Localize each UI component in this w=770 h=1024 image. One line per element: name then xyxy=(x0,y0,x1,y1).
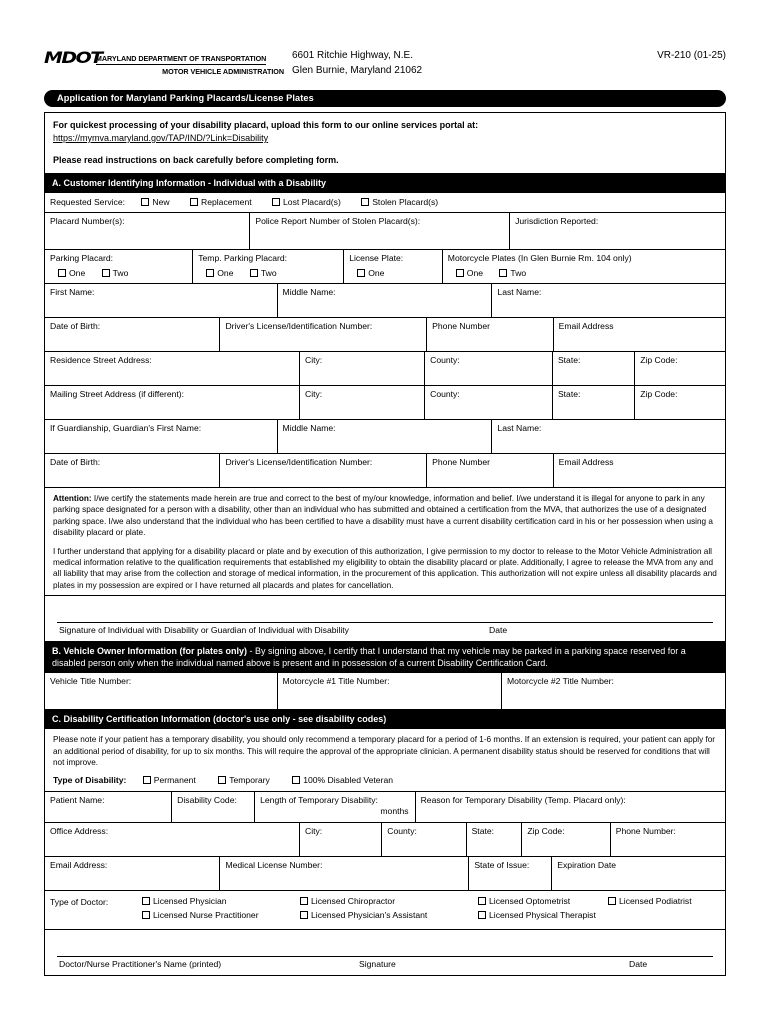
doctor-email-field[interactable] xyxy=(45,857,220,890)
type-of-disability-row xyxy=(45,770,725,791)
group-label: Motorcycle Plates (In Glen Burnie Rm. 104 only) xyxy=(447,253,632,263)
vehicle-title-row xyxy=(45,673,725,710)
checkbox-icon[interactable] xyxy=(361,198,369,206)
guardian-dob-row xyxy=(45,454,725,488)
checkbox-label: One xyxy=(368,268,385,278)
middle-name-label: Middle Name: xyxy=(282,287,336,297)
checkbox-icon[interactable] xyxy=(142,897,150,905)
checkbox-label: One xyxy=(466,268,484,278)
checkbox-label: Permanent xyxy=(153,775,196,786)
checkbox-label: Licensed Physical Therapist xyxy=(489,910,596,921)
checkbox-parking-placard-two[interactable] xyxy=(102,268,129,279)
county-label: County: xyxy=(430,355,460,365)
checkbox-temp-placard-two[interactable] xyxy=(250,268,277,279)
attention-row xyxy=(45,488,725,596)
medical-license-number-field[interactable] xyxy=(220,857,469,890)
mailing-zip-field[interactable] xyxy=(635,386,725,419)
mdot-logo-icon: MDOT xyxy=(44,48,102,67)
city-label: City: xyxy=(305,826,323,837)
state-of-issue-label: State of Issue: xyxy=(474,860,530,871)
checkbox-icon[interactable] xyxy=(608,897,616,905)
checkbox-icon[interactable] xyxy=(190,198,198,206)
doctor-signature-block[interactable] xyxy=(45,930,725,975)
checkbox-motorcycle-one[interactable] xyxy=(456,268,483,279)
section-b-header xyxy=(45,642,725,673)
zip-label: Zip Code: xyxy=(640,389,678,399)
doctor-column-3 xyxy=(478,896,608,924)
length-of-disability-field[interactable] xyxy=(255,792,415,822)
group-label: Temp. Parking Placard: xyxy=(198,253,288,263)
motorcycle-1-title-field[interactable] xyxy=(278,673,502,709)
office-zip-field[interactable] xyxy=(522,823,610,856)
checkbox-licensed-chiropractor[interactable] xyxy=(300,896,478,907)
checkbox-icon[interactable] xyxy=(58,269,66,277)
guardian-dob-label: Date of Birth: xyxy=(50,457,101,467)
checkbox-motorcycle-two[interactable] xyxy=(499,268,526,279)
dob-field[interactable] xyxy=(45,318,220,351)
group-label: Parking Placard: xyxy=(50,253,114,263)
state-label: State: xyxy=(557,355,581,365)
applicant-name-row xyxy=(45,284,725,318)
office-state-field[interactable] xyxy=(467,823,523,856)
checkbox-label: Licensed Physician xyxy=(153,896,227,907)
jurisdiction-field[interactable] xyxy=(510,213,725,249)
applicant-signature-date-label: Date xyxy=(489,625,508,636)
doctor-date-label: Date xyxy=(629,959,648,970)
checkbox-label: New xyxy=(152,197,170,207)
attention-paragraph-1 xyxy=(53,493,717,539)
online-portal-link[interactable]: https://mymva.maryland.gov/TAP/IND/?Link=Disability xyxy=(53,133,269,143)
page-title: Application for Maryland Parking Placards/License Plates xyxy=(44,90,726,107)
email-field[interactable] xyxy=(554,318,725,351)
first-name-field[interactable] xyxy=(45,284,278,317)
office-city-field[interactable] xyxy=(300,823,382,856)
office-address-row xyxy=(45,823,725,857)
checkbox-label: Licensed Nurse Practitioner xyxy=(153,910,259,921)
checkbox-icon[interactable] xyxy=(300,911,308,919)
section-b-text: - By signing above, I certify that I understand that my vehicle may be parked in a parking space reserved for a disabled person only when the individual named above is present and in possession of a current Disability Certification Card. xyxy=(52,646,686,669)
intro-block xyxy=(45,113,725,173)
office-address-field[interactable] xyxy=(45,823,300,856)
disability-code-label: Disability Code: xyxy=(177,795,237,806)
applicant-dob-row xyxy=(45,318,725,352)
guardian-drivers-license-label: Driver's License/Identification Number: xyxy=(225,457,373,467)
intro-line-2: Please read instructions on back carefully before completing form. xyxy=(53,155,339,165)
checkbox-icon[interactable] xyxy=(218,776,226,784)
city-label: City: xyxy=(305,355,323,365)
last-name-label: Last Name: xyxy=(497,287,542,297)
motorcycle-1-title-label: Motorcycle #1 Title Number: xyxy=(282,676,390,687)
administration-name: MOTOR VEHICLE ADMINISTRATION xyxy=(162,67,284,76)
checkbox-label: Two xyxy=(112,268,129,278)
placard-number-row xyxy=(45,213,725,250)
mailing-address-row xyxy=(45,386,725,420)
office-phone-field[interactable] xyxy=(611,823,725,856)
checkbox-temp-placard-one[interactable] xyxy=(206,268,233,279)
guardian-dob-field[interactable] xyxy=(45,454,220,487)
checkbox-label: Replacement xyxy=(200,197,252,207)
guardian-first-name-label: If Guardianship, Guardian's First Name: xyxy=(50,423,202,433)
attention-paragraph-2: I further understand that applying for a disability placard or plate and by execution of this authorization, I give permission to my doctor to release to the Motor Vehicle Administration all medical information relative to the qualification requirements that established my eligibility to obtain the disability placard or plate. Additionally, I agree to release the MVA from any and all liability that may arise from the collection and storage of medical information, in the procurement of this application. This authorization will not expire unless all disability placards and plates in my possession are expired or I have returned all placards and plates for cancellation. xyxy=(53,546,717,590)
checkbox-label: Two xyxy=(260,268,277,278)
guardian-middle-name-label: Middle Name: xyxy=(282,423,336,433)
checkbox-icon[interactable] xyxy=(292,776,300,784)
applicant-signature-block[interactable] xyxy=(45,596,725,641)
guardian-phone-field[interactable] xyxy=(427,454,553,487)
office-address-label: Office Address: xyxy=(50,826,109,837)
checkbox-licensed-podiatrist[interactable] xyxy=(608,896,692,907)
placard-number-label: Placard Number(s): xyxy=(50,216,125,226)
state-label: State: xyxy=(471,826,495,837)
disability-note-block xyxy=(45,729,725,791)
checkbox-label: Licensed Optometrist xyxy=(489,896,571,907)
checkbox-icon[interactable] xyxy=(250,269,258,277)
patient-name-label: Patient Name: xyxy=(50,795,105,806)
drivers-license-label: Driver's License/Identification Number: xyxy=(225,321,373,331)
disability-note-text: Please note if your patient has a temporary disability, you should only recommend a temporary placard for a period of 1-6 months. If an extension is required, your patient can apply for an additional period of disability, for up to six months. This will require the approval of the appropriate clinician. A permanent disability status should be reserved for conditions that will not improve. xyxy=(53,735,716,768)
checkbox-icon[interactable] xyxy=(456,269,464,277)
residence-county-field[interactable] xyxy=(425,352,553,385)
address-line-2: Glen Burnie, Maryland 21062 xyxy=(292,65,423,76)
checkbox-label: Licensed Chiropractor xyxy=(311,896,396,907)
attention-block xyxy=(45,488,725,595)
months-label: months xyxy=(380,806,409,817)
mailing-city-field[interactable] xyxy=(300,386,425,419)
placard-type-row xyxy=(45,250,725,284)
agency-address xyxy=(292,48,422,78)
checkbox-replacement[interactable] xyxy=(190,197,252,208)
checkbox-license-plate-one[interactable] xyxy=(357,268,384,279)
checkbox-icon[interactable] xyxy=(478,897,486,905)
checkbox-icon[interactable] xyxy=(141,198,149,206)
residence-zip-field[interactable] xyxy=(635,352,725,385)
motorcycle-2-title-field[interactable] xyxy=(502,673,725,709)
guardian-last-name-label: Last Name: xyxy=(497,423,542,433)
checkbox-licensed-physician[interactable] xyxy=(142,896,300,907)
checkbox-parking-placard-one[interactable] xyxy=(58,268,85,279)
checkbox-disabled-veteran[interactable] xyxy=(292,775,393,786)
requested-service-cell xyxy=(45,193,725,212)
mailing-county-field[interactable] xyxy=(425,386,553,419)
guardian-name-row xyxy=(45,420,725,454)
mailing-street-label: Mailing Street Address (if different): xyxy=(50,389,185,399)
requested-service-row xyxy=(45,193,725,213)
last-name-field[interactable] xyxy=(492,284,725,317)
checkbox-icon[interactable] xyxy=(300,897,308,905)
county-label: County: xyxy=(430,389,460,399)
city-label: City: xyxy=(305,389,323,399)
email-label: Email Address xyxy=(558,321,614,331)
doctor-column-4 xyxy=(608,896,692,910)
guardian-phone-label: Phone Number xyxy=(432,457,490,467)
dob-label: Date of Birth: xyxy=(50,321,101,331)
section-c-header: C. Disability Certification Information (doctor's use only - see disability codes) xyxy=(45,710,725,729)
applicant-signature-label: Signature of Individual with Disability or Guardian of Individual with Disability xyxy=(59,625,349,636)
guardian-email-field[interactable] xyxy=(554,454,725,487)
department-name: MARYLAND DEPARTMENT OF TRANSPORTATION xyxy=(95,54,267,63)
reason-for-disability-label: Reason for Temporary Disability (Temp. Placard only): xyxy=(420,795,626,806)
doctor-column-2 xyxy=(300,896,478,924)
residence-street-field[interactable] xyxy=(45,352,300,385)
checkbox-stolen-placards[interactable] xyxy=(361,197,438,208)
intro-line-1: For quickest processing of your disability placard, upload this form to our online services portal at: xyxy=(53,120,479,130)
first-name-label: First Name: xyxy=(50,287,95,297)
checkbox-new[interactable] xyxy=(141,197,169,208)
temp-parking-placard-group xyxy=(193,250,344,283)
group-label: License Plate: xyxy=(349,253,404,263)
checkbox-icon[interactable] xyxy=(272,198,280,206)
checkbox-licensed-optometrist[interactable] xyxy=(478,896,608,907)
jurisdiction-label: Jurisdiction Reported: xyxy=(515,216,599,226)
expiration-date-field[interactable] xyxy=(552,857,725,890)
type-of-doctor-block xyxy=(45,891,725,929)
checkbox-icon[interactable] xyxy=(143,776,151,784)
guardian-drivers-license-field[interactable] xyxy=(220,454,427,487)
zip-label: Zip Code: xyxy=(527,826,565,837)
guardian-middle-name-field[interactable] xyxy=(278,420,493,453)
checkbox-licensed-physical-therapist[interactable] xyxy=(478,910,608,921)
license-plate-group xyxy=(344,250,443,283)
residence-city-field[interactable] xyxy=(300,352,425,385)
medical-license-row xyxy=(45,857,725,891)
checkbox-label: One xyxy=(217,268,234,278)
checkbox-permanent[interactable] xyxy=(143,775,196,786)
checkbox-icon[interactable] xyxy=(499,269,507,277)
phone-label: Phone Number xyxy=(432,321,490,331)
phone-label: Phone Number: xyxy=(615,826,676,837)
motorcycle-2-title-label: Motorcycle #2 Title Number: xyxy=(506,676,614,687)
checkbox-label: Two xyxy=(510,268,527,278)
checkbox-licensed-nurse-practitioner[interactable] xyxy=(142,910,300,921)
reason-for-disability-field[interactable] xyxy=(416,792,725,822)
checkbox-label: One xyxy=(69,268,86,278)
type-of-doctor-row xyxy=(45,891,725,930)
checkbox-label: Licensed Physician's Assistant xyxy=(311,910,428,921)
address-line-1: 6601 Ritchie Highway, N.E. xyxy=(292,50,413,61)
medical-license-label: Medical License Number: xyxy=(225,860,323,871)
state-of-issue-field[interactable] xyxy=(469,857,552,890)
checkbox-label: 100% Disabled Veteran xyxy=(303,775,394,786)
mailing-state-field[interactable] xyxy=(553,386,635,419)
county-label: County: xyxy=(387,826,417,837)
doctor-column-1 xyxy=(142,896,300,924)
checkbox-label: Lost Placard(s) xyxy=(283,197,341,207)
guardian-email-label: Email Address xyxy=(558,457,614,467)
checkbox-icon[interactable] xyxy=(102,269,110,277)
intro-row xyxy=(45,113,725,174)
office-county-field[interactable] xyxy=(382,823,466,856)
residence-address-row xyxy=(45,352,725,386)
expiration-date-label: Expiration Date xyxy=(557,860,617,871)
checkbox-licensed-physicians-assistant[interactable] xyxy=(300,910,478,921)
attention-bold-label: Attention: xyxy=(53,494,92,503)
type-of-doctor-label: Type of Doctor: xyxy=(50,897,109,908)
guardian-last-name-field[interactable] xyxy=(492,420,725,453)
doctor-signature-label: Signature xyxy=(359,959,396,970)
phone-field[interactable] xyxy=(427,318,553,351)
signature-line xyxy=(57,956,713,957)
disability-code-field[interactable] xyxy=(172,792,255,822)
mailing-street-field[interactable] xyxy=(45,386,300,419)
vehicle-title-label: Vehicle Title Number: xyxy=(50,676,132,687)
checkbox-temporary[interactable] xyxy=(218,775,270,786)
patient-name-field[interactable] xyxy=(45,792,172,822)
zip-label: Zip Code: xyxy=(640,355,678,365)
residence-state-field[interactable] xyxy=(553,352,635,385)
middle-name-field[interactable] xyxy=(278,284,493,317)
residence-street-label: Residence Street Address: xyxy=(50,355,152,365)
checkbox-icon[interactable] xyxy=(206,269,214,277)
parking-placard-group xyxy=(45,250,193,283)
section-a-header: A. Customer Identifying Information - Individual with a Disability xyxy=(45,174,725,193)
signature-line xyxy=(57,622,713,623)
checkbox-icon[interactable] xyxy=(357,269,365,277)
length-of-disability-label: Length of Temporary Disability: xyxy=(260,795,378,806)
requested-service-label: Requested Service: xyxy=(50,197,125,207)
applicant-signature-row xyxy=(45,596,725,642)
doctor-name-label: Doctor/Nurse Practitioner's Name (printed) xyxy=(59,959,222,970)
form-body xyxy=(44,112,726,976)
motorcycle-plates-group xyxy=(443,250,725,283)
checkbox-label: Stolen Placard(s) xyxy=(372,197,439,207)
state-label: State: xyxy=(557,389,581,399)
checkbox-icon[interactable] xyxy=(142,911,150,919)
email-label: Email Address: xyxy=(50,860,108,871)
doctor-signature-row xyxy=(45,930,725,975)
patient-row xyxy=(45,792,725,823)
guardian-first-name-field[interactable] xyxy=(45,420,278,453)
masthead xyxy=(44,50,726,84)
disability-note-row xyxy=(45,729,725,792)
form-number: VR-210 (01-25) xyxy=(657,50,726,61)
police-report-field[interactable] xyxy=(250,213,510,249)
checkbox-label: Temporary xyxy=(229,775,270,786)
police-report-label: Police Report Number of Stolen Placard(s): xyxy=(255,216,421,226)
checkbox-lost-placards[interactable] xyxy=(272,197,341,208)
agency-logo-block xyxy=(44,50,284,77)
attention-paragraph-1-text: I/we certify the statements made herein are true and correct to the best of my/our knowledge, information and belief. I/we understand it is illegal for anyone to park in any parking space designated for a person with a disability, other than an individual who has submitted and obtained a certification from the MVA, that authorizes the use of a designated parking space. I/we also understand that the individual who has been certified to have a disability must have a current disability certification card in his or her possession when using a disability placard or plate. xyxy=(53,494,713,538)
checkbox-label: Licensed Podiatrist xyxy=(619,896,692,907)
type-of-disability-label: Type of Disability: xyxy=(53,775,127,786)
checkbox-icon[interactable] xyxy=(478,911,486,919)
section-b-title: B. Vehicle Owner Information (for plates only) xyxy=(52,646,248,657)
vehicle-title-field[interactable] xyxy=(45,673,278,709)
placard-number-field[interactable] xyxy=(45,213,250,249)
drivers-license-field[interactable] xyxy=(220,318,427,351)
